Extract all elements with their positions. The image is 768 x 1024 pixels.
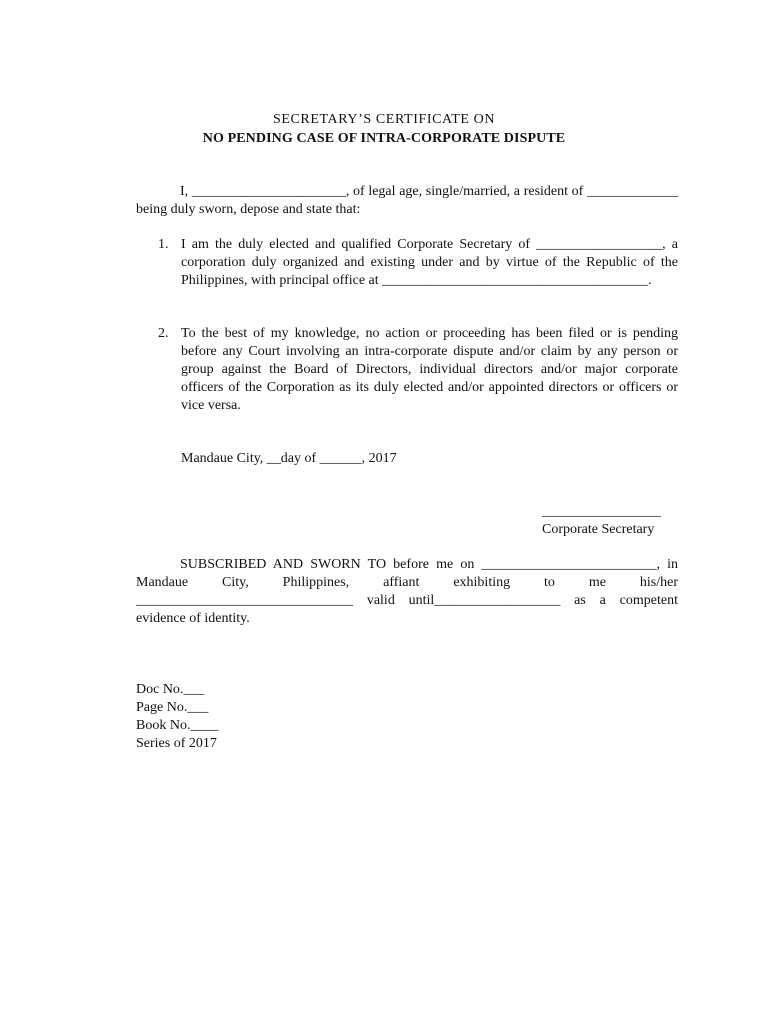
book-number: Book No.____: [136, 718, 219, 733]
document-title-line1: SECRETARY’S CERTIFICATE ON: [272, 112, 496, 127]
intro-paragraph: I, ______________________, of legal age, single/married, a resident of _____________ being duly sworn, depose and state that:: [136, 184, 678, 217]
signature-label: Corporate Secretary: [542, 522, 655, 537]
item-number: 1.: [158, 237, 169, 252]
jurat-paragraph: SUBSCRIBED AND SWORN TO before me on _________________________, in Mandaue City, Philippines, affiant exhibiting to me his/her _______________________________ valid until__________________ as a competent evidence of identity.: [136, 557, 678, 626]
signature-line: _________________: [542, 504, 661, 519]
series-year: Series of 2017: [136, 736, 217, 751]
item-number: 2.: [158, 326, 169, 341]
page-number: Page No.___: [136, 700, 209, 715]
document-title-line2: NO PENDING CASE OF INTRA-CORPORATE DISPUTE: [202, 131, 566, 146]
item-text: I am the duly elected and qualified Corporate Secretary of __________________, a corporation duly organized and existing under and by virtue of the Republic of the Philippines, with principal office at ______________________________________.: [181, 237, 678, 288]
notarial-details: [136, 681, 218, 753]
date-line: Mandaue City, __day of ______, 2017: [181, 451, 397, 466]
item-text: To the best of my knowledge, no action or proceeding has been filed or is pending before any Court involving an intra-corporate dispute and/or claim by any person or group against the Board of Directors, individual directors and/or major corporate officers of the Corporation as its duly elected and/or appointed directors or officers or vice versa.: [181, 326, 678, 413]
doc-number: Doc No.___: [136, 682, 205, 697]
